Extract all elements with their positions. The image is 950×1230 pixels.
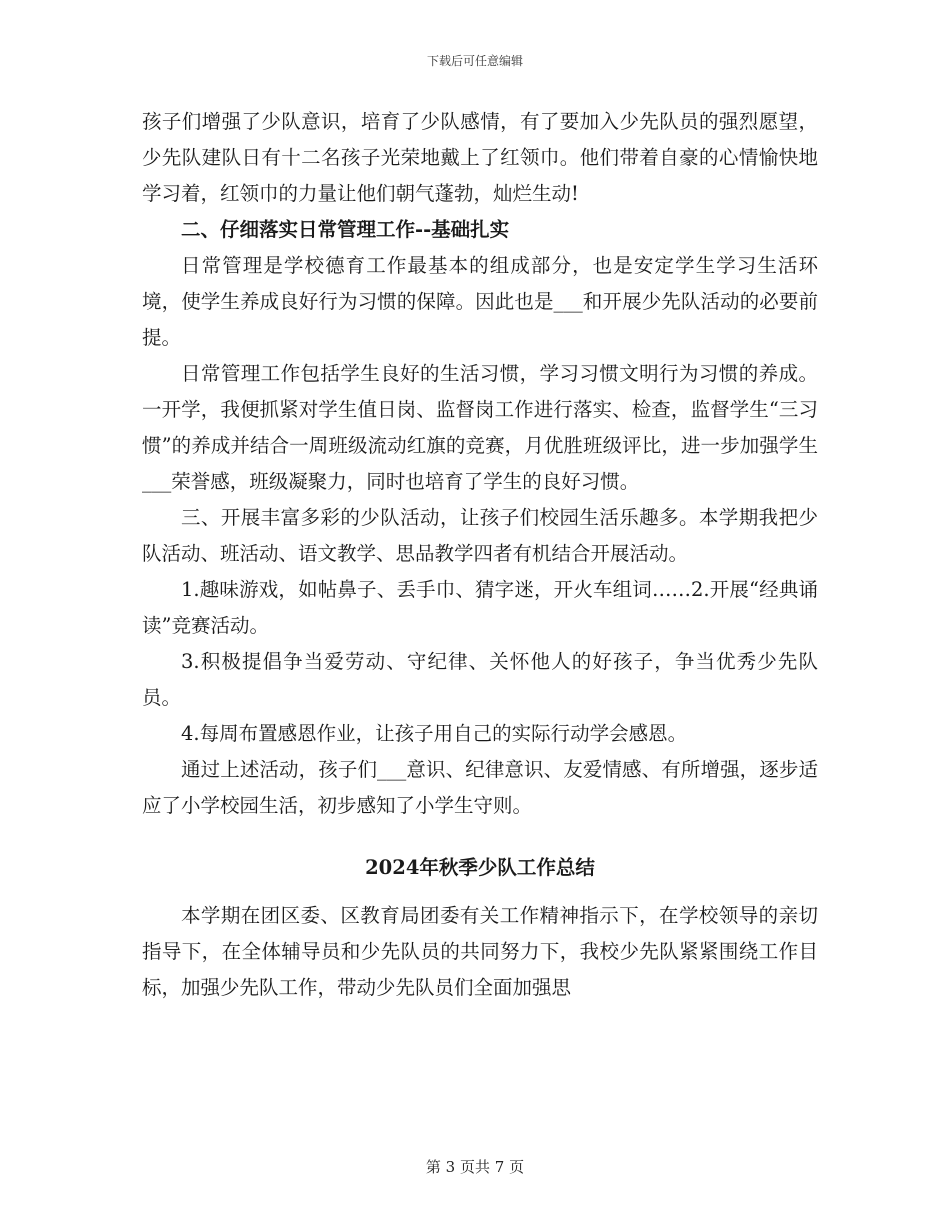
list-item-3: 3.积极提倡争当爱劳动、守纪律、关怀他人的好孩子，争当优秀少先队员。: [142, 650, 818, 709]
section-heading-2: 二、仔细落实日常管理工作--基础扎实: [181, 218, 510, 241]
page-header: 下载后可任意编辑: [426, 54, 523, 68]
page-number: 第 3 页共 7 页: [425, 1158, 525, 1176]
paragraph-section-3: 三、开展丰富多彩的少队活动，让孩子们校园生活乐趣多。本学期我把少队活动、班活动、语文教学、思品教学四者有机结合开展活动。: [142, 506, 818, 565]
paragraph-habits: 日常管理工作包括学生良好的生活习惯，学习习惯文明行为习惯的养成。一开学，我便抓紧对学生值日岗、监督岗工作进行落实、检查，监督学生“三习惯”的养成并结合一周班级流动红旗的竞赛，月优胜班级评比，进一步加强学生___荣誉感，班级凝聚力，同时也培育了学生的良好习惯。: [142, 362, 818, 493]
document-body: [142, 104, 818, 1006]
paragraph-intro: 本学期在团区委、区教育局团委有关工作精神指示下，在学校领导的亲切指导下，在全体辅导员和少先队员的共同努力下，我校少先队紧紧围绕工作目标，加强少先队工作，带动少先队员们全面加强思: [142, 904, 818, 999]
paragraph-continuation: 孩子们增强了少队意识，培育了少队感情，有了要加入少先队员的强烈愿望，少先队建队日有十二名孩子光荣地戴上了红领巾。他们带着自豪的心情愉快地学习着，红领巾的力量让他们朝气蓬勃，灿烂生动!: [142, 110, 818, 205]
paragraph-daily-management: 日常管理是学校德育工作最基本的组成部分，也是安定学生学习生活环境，使学生养成良好行为习惯的保障。因此也是___和开展少先队活动的必要前提。: [142, 254, 818, 349]
list-item-4: 4.每周布置感恩作业，让孩子用自己的实际行动学会感恩。: [181, 722, 688, 745]
document-title: 2024年秋季少队工作总结: [365, 856, 595, 879]
paragraph-summary: 通过上述活动，孩子们___意识、纪律意识、友爱情感、有所增强，逐步适应了小学校园生活，初步感知了小学生守则。: [142, 758, 818, 817]
list-item-1: 1.趣味游戏，如帖鼻子、丢手巾、猜字迷，开火车组词……2.开展“经典诵读”竞赛活动。: [142, 578, 818, 637]
